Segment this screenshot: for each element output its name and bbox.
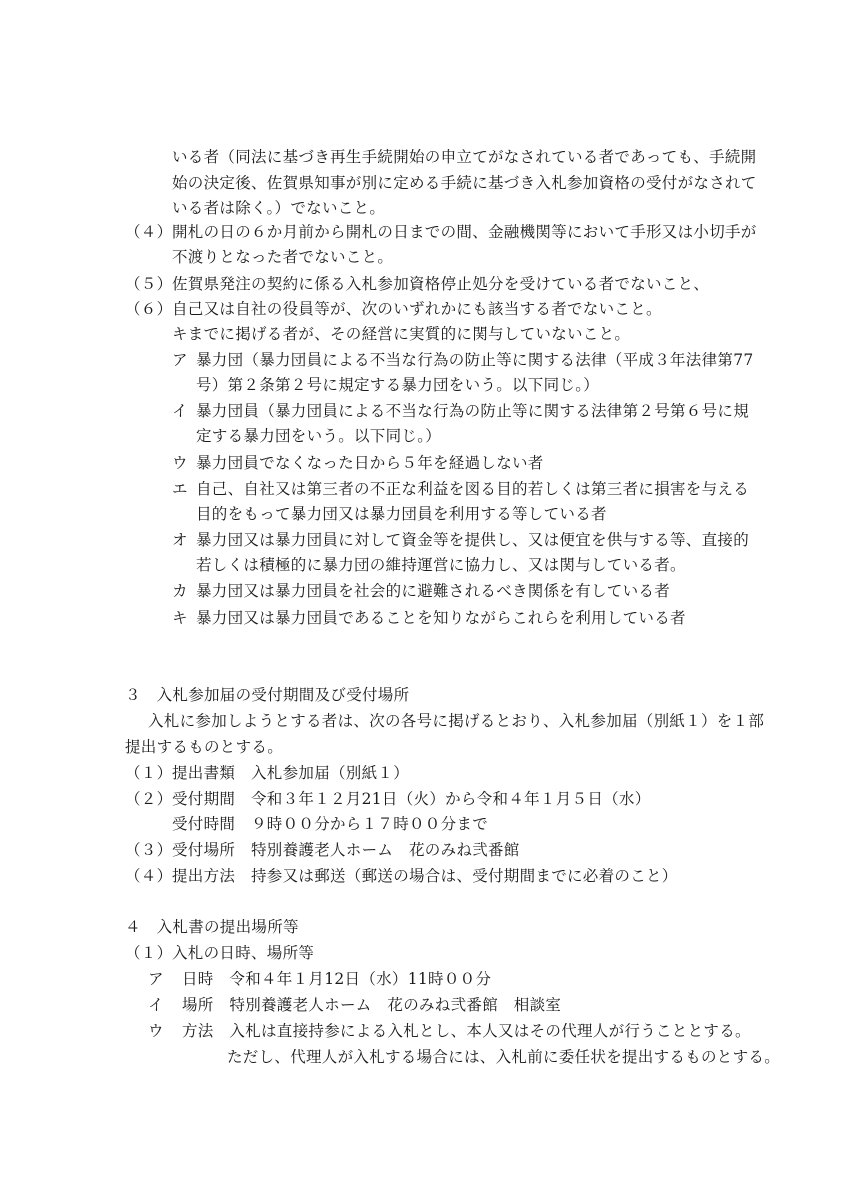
subitem-e-line-2: 目的をもって暴力団又は暴力団員を利用する等している者 [196,505,607,523]
subitem-u-line-1: 暴力団員でなくなった日から５年を経過しない者 [196,454,544,472]
subitem-a-marker: ア [172,351,188,369]
section-4-note: ただし、代理人が入札する場合には、入札前に委任状を提出するものとする。 [227,1048,781,1066]
continuation-line-1: いる者（同法に基づき再生手続開始の申立てがなされている者であっても、手続開 [172,148,757,166]
section-3-heading: ３ 入札参加届の受付期間及び受付場所 [125,686,410,704]
item-4-line-1: 開札の日の６か月前から開札の日までの間、金融機関等において手形又は小切手が [172,223,757,241]
subitem-e-line-1: 自己、自社又は第三者の不正な利益を図る目的若しくは第三者に損害を与える [196,480,750,498]
continuation-line-2: 始の決定後、佐賀県知事が別に定める手続に基づき入札参加資格の受付がなされて [172,174,757,192]
section-4-heading: ４ 入札書の提出場所等 [125,918,299,936]
subitem-a-line-2: 号）第２条第２号に規定する暴力団をいう。以下同じ。） [196,376,600,394]
section-3-item-2-time-text: 受付時間 ９時００分から１７時００分まで [172,815,489,833]
section-3-item-3-marker: （３） [125,841,173,859]
section-3-item-1-marker: （１） [125,764,173,782]
subitem-i-line-1: 暴力団員（暴力団員による不当な行為の防止等に関する法律第２号第６号に規 [196,402,750,420]
section-4-item-1-marker: （１） [125,944,173,962]
item-4-line-2: 不渡りとなった者でないこと。 [172,248,394,266]
section-4-subitem-u-marker: ウ [148,1022,164,1040]
subitem-ka-line-1: 暴力団又は暴力団員を社会的に避難されるべき関係を有している者 [196,582,671,600]
subitem-ki-line-1: 暴力団又は暴力団員であることを知りながらこれらを利用している者 [196,609,686,627]
continuation-line-3: いる者は除く。）でないこと。 [172,199,386,217]
item-6-line-2: キまでに掲げる者が、その経営に実質的に関与していないこと。 [172,325,631,343]
section-3-item-3-text: 受付場所 特別養護老人ホーム 花のみね弐番館 [172,841,520,859]
subitem-u-marker: ウ [172,454,188,472]
item-6-marker: （６） [125,300,173,318]
item-5-marker: （５） [125,275,173,293]
section-4-subitem-a-text: 日時 令和４年１月12日（水）11時００分 [182,970,492,988]
subitem-o-line-2: 若しくは積極的に暴力団の維持運営に協力し、又は関与している者。 [196,556,686,574]
section-4-subitem-u-text: 方法 入札は直接持参による入札とし、本人又はその代理人が行うこととする。 [182,1022,751,1040]
subitem-a-line-1: 暴力団（暴力団員による不当な行為の防止等に関する法律（平成３年法律第77 [196,351,754,369]
section-3-item-1-text: 提出書類 入札参加届（別紙１） [172,764,410,782]
section-3-item-4-text: 提出方法 持参又は郵送（郵送の場合は、受付期間までに必着のこと） [172,867,678,885]
subitem-o-marker: オ [172,531,188,549]
section-4-item-1-text: 入札の日時、場所等 [172,944,315,962]
section-4-subitem-i-marker: イ [148,996,164,1014]
section-3-intro-line-1: 入札に参加しようとする者は、次の各号に掲げるとおり、入札参加届（別紙１）を１部 [148,712,765,730]
subitem-o-line-1: 暴力団又は暴力団員に対して資金等を提供し、又は便宜を供与する等、直接的 [196,531,750,549]
item-6-line-1: 自己又は自社の役員等が、次のいずれかにも該当する者でないこと。 [172,300,662,318]
subitem-e-marker: エ [172,480,188,498]
section-3-item-4-marker: （４） [125,867,173,885]
section-3-intro-line-2: 提出するものとする。 [125,738,284,756]
section-4-subitem-i-text: 場所 特別養護老人ホーム 花のみね弐番館 相談室 [182,996,562,1014]
subitem-ka-marker: カ [172,582,188,600]
section-4-subitem-a-marker: ア [148,970,164,988]
subitem-i-line-2: 定する暴力団をいう。以下同じ。） [196,427,442,445]
subitem-i-marker: イ [172,402,188,420]
section-3-item-2-text: 受付期間 令和３年１２月21日（火）から令和４年１月５日（水） [172,790,651,808]
item-4-marker: （４） [125,223,173,241]
section-3-item-2-marker: （２） [125,790,173,808]
subitem-ki-marker: キ [172,609,188,627]
item-5-text: 佐賀県発注の契約に係る入札参加資格停止処分を受けている者でないこと、 [172,275,710,293]
